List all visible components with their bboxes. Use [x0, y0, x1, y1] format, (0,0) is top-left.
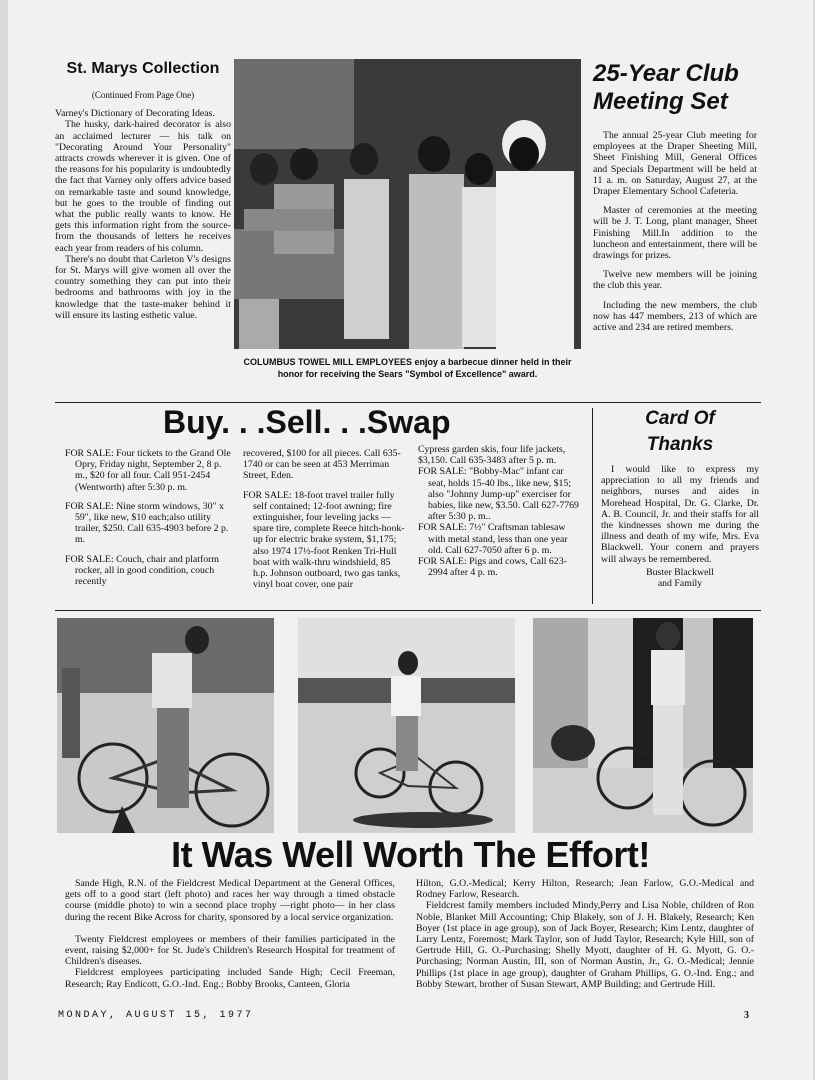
- club-paragraph: The annual 25-year Club meeting for employees at the Draper Sheeting Mill, Sheet Finishing Mill, General Offices and Specials Department will be held at 11 a. m. on Saturday, August 27, at the Draper Elementary School Cafeteria.: [593, 130, 757, 198]
- effort-right-column: [416, 878, 754, 990]
- bike-rider-photo: [57, 618, 274, 833]
- club-article: [593, 60, 757, 333]
- club-paragraph: Master of ceremonies at the meeting will be J. T. Long, plant manager, Sheet Finishing Mill.In addition to the luncheon and entertainment, there will be drawings for prizes.: [593, 205, 757, 262]
- bike-rider-photo: [298, 618, 515, 833]
- classified-ad: recovered, $100 for all pieces. Call 635-1740 or can be seen at 453 Merriman Street, Eden.: [243, 448, 401, 482]
- effort-headline: It Was Well Worth The Effort!: [171, 834, 650, 875]
- bike-course-photo: [298, 618, 515, 833]
- club-paragraph: Including the new members, the club now has 447 members, 213 of which are active and 234 are retired members.: [593, 299, 757, 334]
- effort-paragraph: Fieldcrest employees participating included Sande High; Cecil Freeman, Research; Ray Endicott, G.O.-Ind. Eng.; Bobby Brooks, Canteen, Gloria: [65, 967, 395, 990]
- club-paragraph: Twelve new members will be joining the club this year.: [593, 269, 757, 292]
- bike-start-photo: [57, 618, 274, 833]
- thanks-title-line2: Thanks: [646, 434, 714, 455]
- classified-ad: FOR SALE: Four tickets to the Grand Ole Opry, Friday night, September 2, 8 p. m., $20 for all four. Call 951-2454 (Wentworth) after 5:30 p. m.: [65, 448, 231, 493]
- bike-trophy-photo: [533, 618, 753, 833]
- classified-ad: FOR SALE: 18-foot travel trailer fully self contained; 12-foot awning; fire extinguisher, four leveling jacks — spare tire, complete Reece hitch-hook-up for electric brake system, $1,175; also 1974 17½-foot Renken Tri-Hull boat with walk-thru windshield, 85 h.p. Johnson outboard, two gas tanks, vinyl boat cover, one pair: [243, 489, 405, 591]
- thanks-title-line1: Card Of: [645, 408, 715, 429]
- column-divider: [592, 408, 593, 604]
- group-people-photo: [234, 59, 581, 349]
- page-number: 3: [744, 1010, 749, 1021]
- effort-paragraph: Twenty Fieldcrest employees or members of their families participated in the event, raising $2,000+ for St. Jude's Children's Research Hospital for treatment of Children's diseases.: [65, 933, 395, 968]
- photo-caption: COLUMBUS TOWEL MILL EMPLOYEES enjoy a barbecue dinner held in their honor for receiving the Sears "Symbol of Excellence" award.: [243, 357, 572, 379]
- thanks-article: [601, 406, 759, 589]
- club-body: [593, 130, 757, 333]
- classified-ad: FOR SALE: "Bobby-Mac" infant car seat, holds 15-40 lbs., like new, $15; also "Johnny Jump-up" exerciser for babies, like new, $3.50. Call 627-7769 after 5:30 p. m..: [418, 466, 579, 523]
- newspaper-page: [8, 0, 813, 1080]
- effort-paragraph: Fieldcrest family members included Mindy,Perry and Lisa Noble, children of Ron Noble, Blanket Mill Accounting; Chip Blakely, son of J. H. Blakely, Research; Ken Boyer (1st place in age group), son of Jack Boyer, Research; Kim Lentz, daughter of Larry Lentz, Foremost; Mark Taylor, son of Judd Taylor, Research; Kyle Hill, son of Gertrude Hill, G. O.-Purchasing; Shelly Myott, daughter of H. G. Myott, G. O.-Purchasing; Norman Austin, III, son of Norman Austin, Jr., G. O.-Medical; Jennie Phillips (1st place in age group), daughter of Graham Phillips, G. O.-Ind. Eng.; and Bobby Stewart, brother of Susan Stewart, AMP Building; and Gertrude Hill.: [416, 900, 754, 990]
- swap-column-3: [418, 444, 583, 586]
- stmarys-continued: (Continued From Page One): [91, 90, 195, 100]
- classified-ad: FOR SALE: 7½" Craftsman tablesaw with metal stand, less than one year old. Call 627-7050 after 6 p. m.: [418, 522, 568, 556]
- effort-paragraph: Sande High, R.N. of the Fieldcrest Medical Department at the General Offices, gets off to a good start (left photo) and races her way through a timed obstacle course (middle photo) to win a second place trophy —right photo— in her class during the recent Bike Across for charity, sponsored by a local service organization.: [65, 878, 395, 923]
- thanks-signature-family: and Family: [657, 578, 703, 590]
- club-title-line2: Meeting Set: [593, 88, 728, 115]
- stmarys-paragraph: There's no doubt that Carleton V's designs for St. Marys will give women all over the country something they can put into their bedrooms and bathrooms with joy in the knowledge that the taste-maker behind it will ensure its lasting esthetic value.: [55, 253, 231, 321]
- swap-title: Buy. . .Sell. . .Swap: [163, 404, 451, 440]
- club-title-line1: 25-Year Club: [593, 60, 739, 87]
- stmarys-article: [55, 60, 231, 321]
- classified-ad: FOR SALE: Pigs and cows, Call 623-2994 after 4 p. m.: [418, 556, 567, 579]
- stmarys-paragraph: Varney's Dictionary of Decorating Ideas.: [55, 108, 215, 120]
- effort-paragraph: Hilton, G.O.-Medical; Kerry Hilton, Research; Jean Farlow, G.O.-Medical and Rodney Farlow, Research.: [416, 878, 754, 901]
- stmarys-title: St. Marys Collection: [66, 60, 220, 77]
- stmarys-body: [55, 108, 231, 321]
- divider: [55, 610, 761, 611]
- classified-ad: FOR SALE: Nine storm windows, 30" x 59", like new, $10 each;also utility trailer, $250. Call 635-4903 before 2 p. m.: [65, 500, 229, 546]
- classified-ad: FOR SALE: Couch, chair and platform rocker, all in good condition, couch recently: [65, 553, 220, 588]
- swap-column-1: [65, 448, 233, 595]
- towel-mill-photo: [234, 59, 581, 349]
- stmarys-paragraph: The husky, dark-haired decorator is also an acclaimed lecturer — his talk on "Decorating Around Your Personality" attracts crowds wherever it is given. One of the reasons for his popularity is undoubtedly the fact that Varney only offers advice based on remarkable taste and sound knowledge, but he goes to the trouble of finding out what the public really wants to know. He gets this information right from the source-from the thousands of letters he receives each year from readers of his column.: [55, 119, 231, 254]
- effort-left-column: [65, 878, 395, 990]
- thanks-signature: Buster Blackwell: [646, 566, 714, 578]
- thanks-body: I would like to express my appreciation to all my friends and neighbors, nurses and aides in Morehead Hospital, Dr. G. Clarke, Dr. A. B. Council, Jr. and their staffs for all the kindnesses shown me during the illness and death of my wife, Mrs. Eva Blackwell. Your conern and prayers will always be remembered.: [601, 464, 759, 565]
- bike-rider-photo: [533, 618, 753, 833]
- classified-ad: Cypress garden skis, four life jackets, $3,150. Call 635-3483 after 5 p. m.: [418, 444, 566, 467]
- footer-date: MONDAY, AUGUST 15, 1977: [58, 1010, 254, 1021]
- swap-column-2: [243, 448, 405, 598]
